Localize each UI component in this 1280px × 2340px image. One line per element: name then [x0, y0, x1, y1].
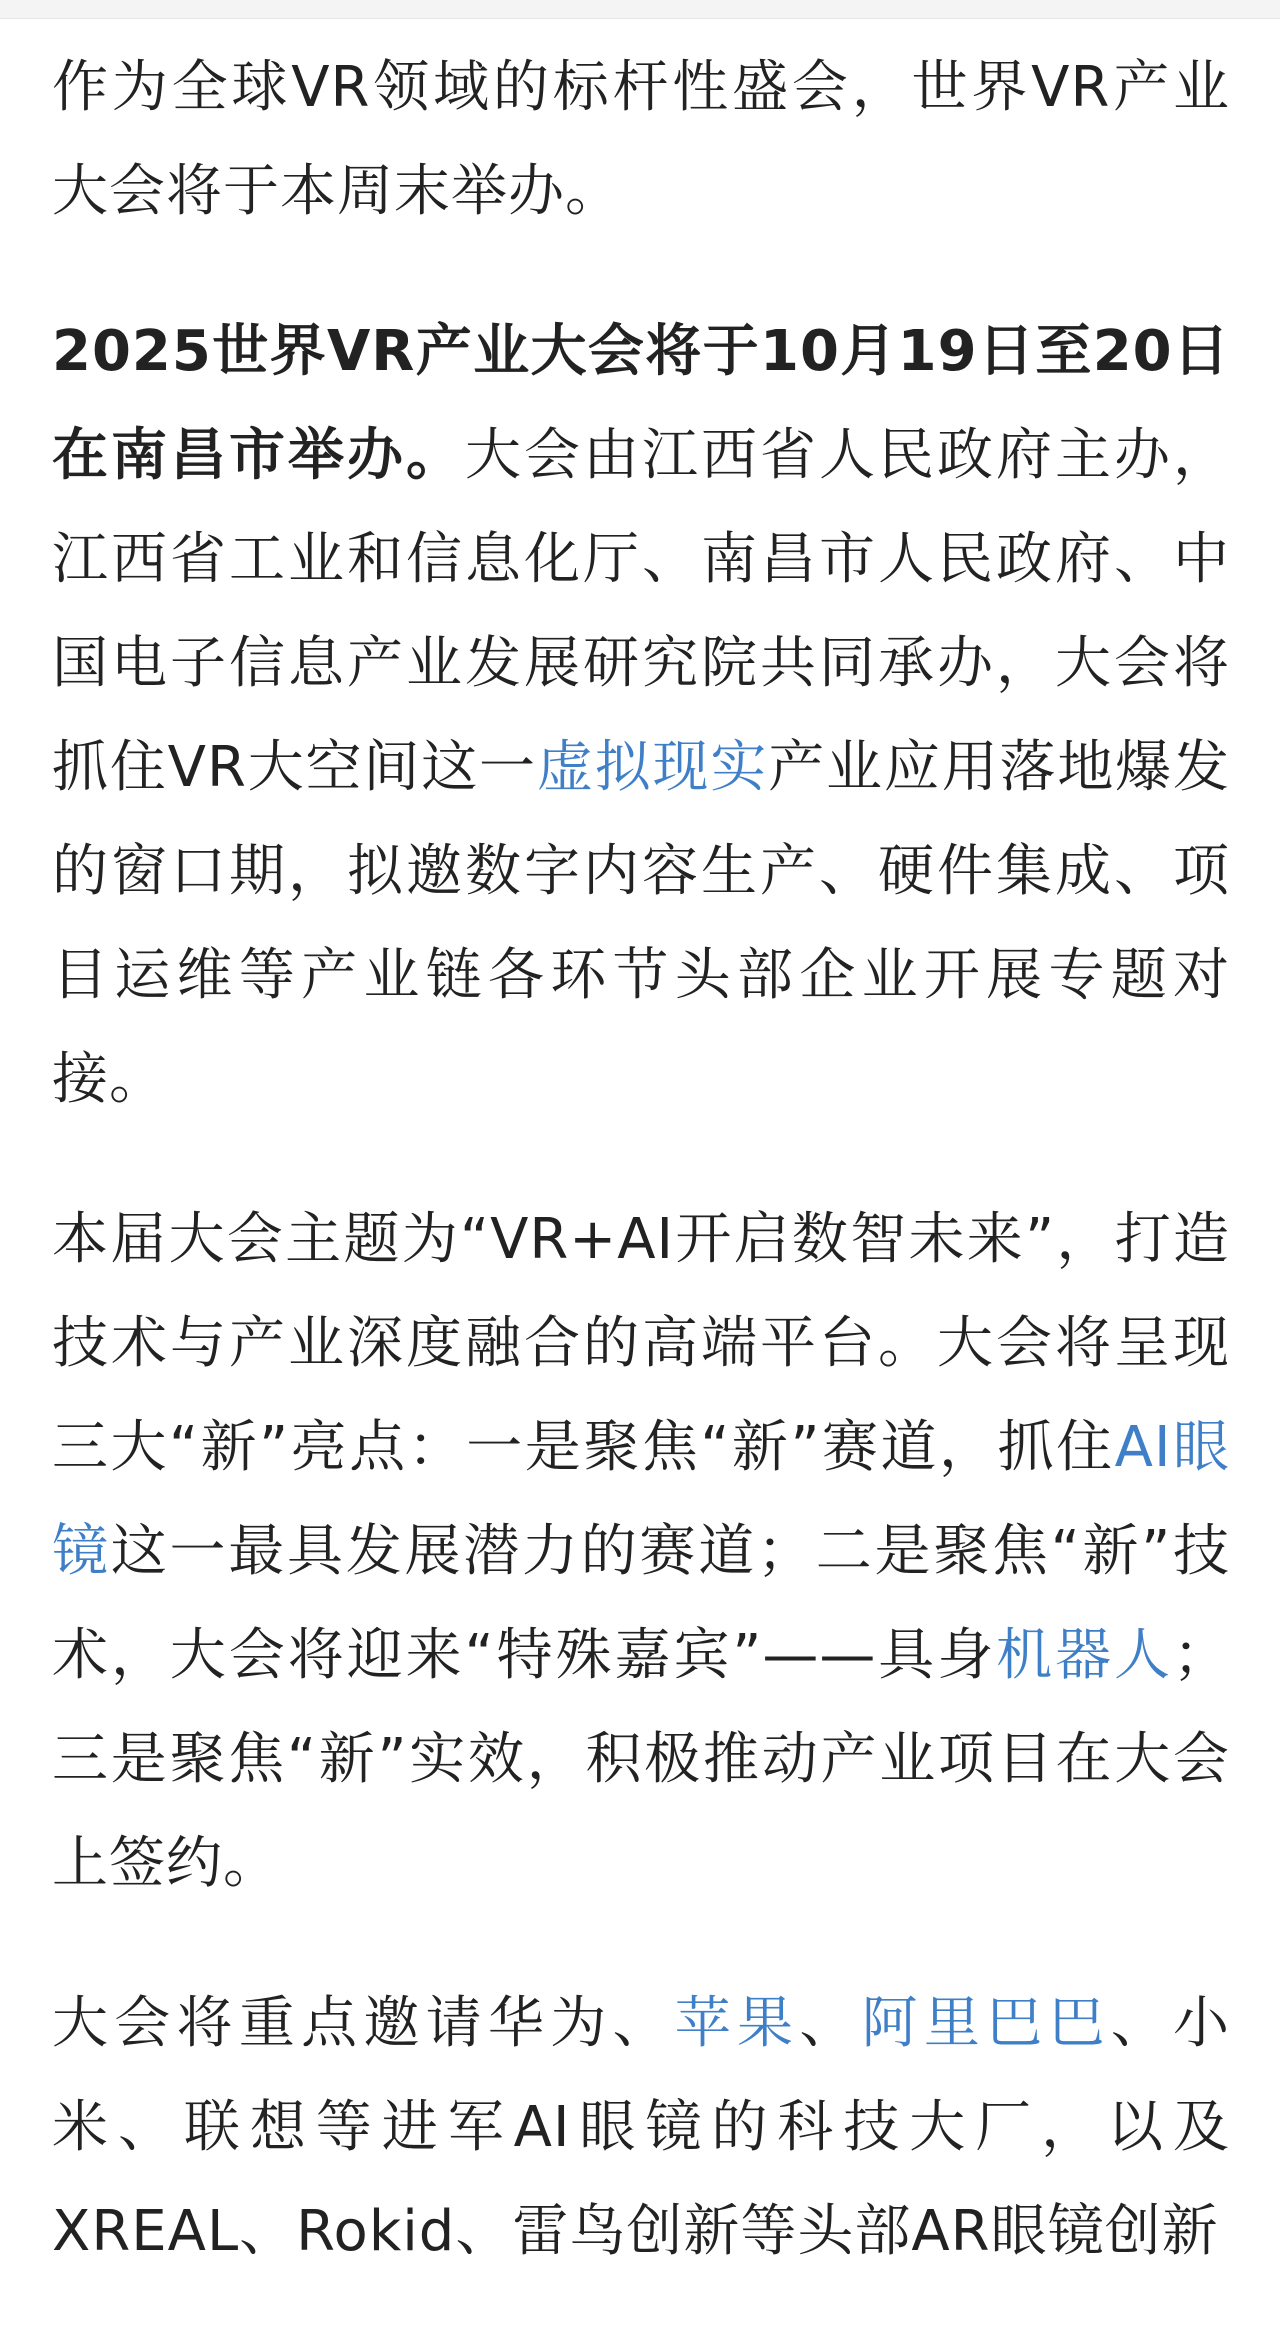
invitees-text-1: 大会将重点邀请华为、: [52, 1991, 675, 2056]
theme-text-1: 本届大会主题为“VR+AI开启数智未来”，打造技术与产业深度融合的高端平台。大会将呈现三大“新”亮点：一是聚焦“新”赛道，抓住: [52, 1207, 1230, 1480]
intro-text: 作为全球VR领域的标杆性盛会，世界VR产业大会将于本周末举办。: [52, 55, 1230, 224]
theme-text-3: ；三是聚焦“新”实效，积极推动产业项目在大会上签约。: [52, 1623, 1231, 1896]
link-virtual-reality[interactable]: 虚拟现实: [536, 735, 769, 800]
link-robot[interactable]: 机器人: [996, 1623, 1174, 1688]
event-info-text-2: 产业应用落地爆发的窗口期，拟邀数字内容生产、硬件集成、项目运维等产业链各环节头部企业开展专题对接。: [52, 735, 1231, 1112]
top-divider: [0, 0, 1280, 19]
event-info-text-1: 大会由江西省人民政府主办，江西省工业和信息化厅、南昌市人民政府、中国电子信息产业发展研究院共同承办，大会将抓住VR大空间这一: [52, 423, 1230, 800]
paragraph-event-info: [52, 300, 1230, 1132]
link-ai-glasses[interactable]: AI眼镜: [52, 1415, 1231, 1584]
invitees-text-3: 、小米、联想等进军AI眼镜的科技大厂，以及XREAL、Rokid、雷鸟创新等头部AR眼镜创新: [52, 1991, 1231, 2264]
event-date-location: 2025世界VR产业大会将于10月19日至20日在南昌市举办。: [52, 319, 1230, 488]
invitees-text-2: 、: [799, 1991, 862, 2056]
paragraph-theme: [52, 1188, 1230, 1916]
paragraph-invitees: [52, 1972, 1230, 2284]
paragraph-intro: [52, 36, 1230, 244]
article-body: [52, 36, 1230, 2340]
link-alibaba[interactable]: 阿里巴巴: [861, 1991, 1111, 2056]
link-apple[interactable]: 苹果: [674, 1991, 800, 2056]
theme-text-2: 这一最具发展潜力的赛道；二是聚焦“新”技术，大会将迎来“特殊嘉宾”——具身: [52, 1519, 1230, 1688]
